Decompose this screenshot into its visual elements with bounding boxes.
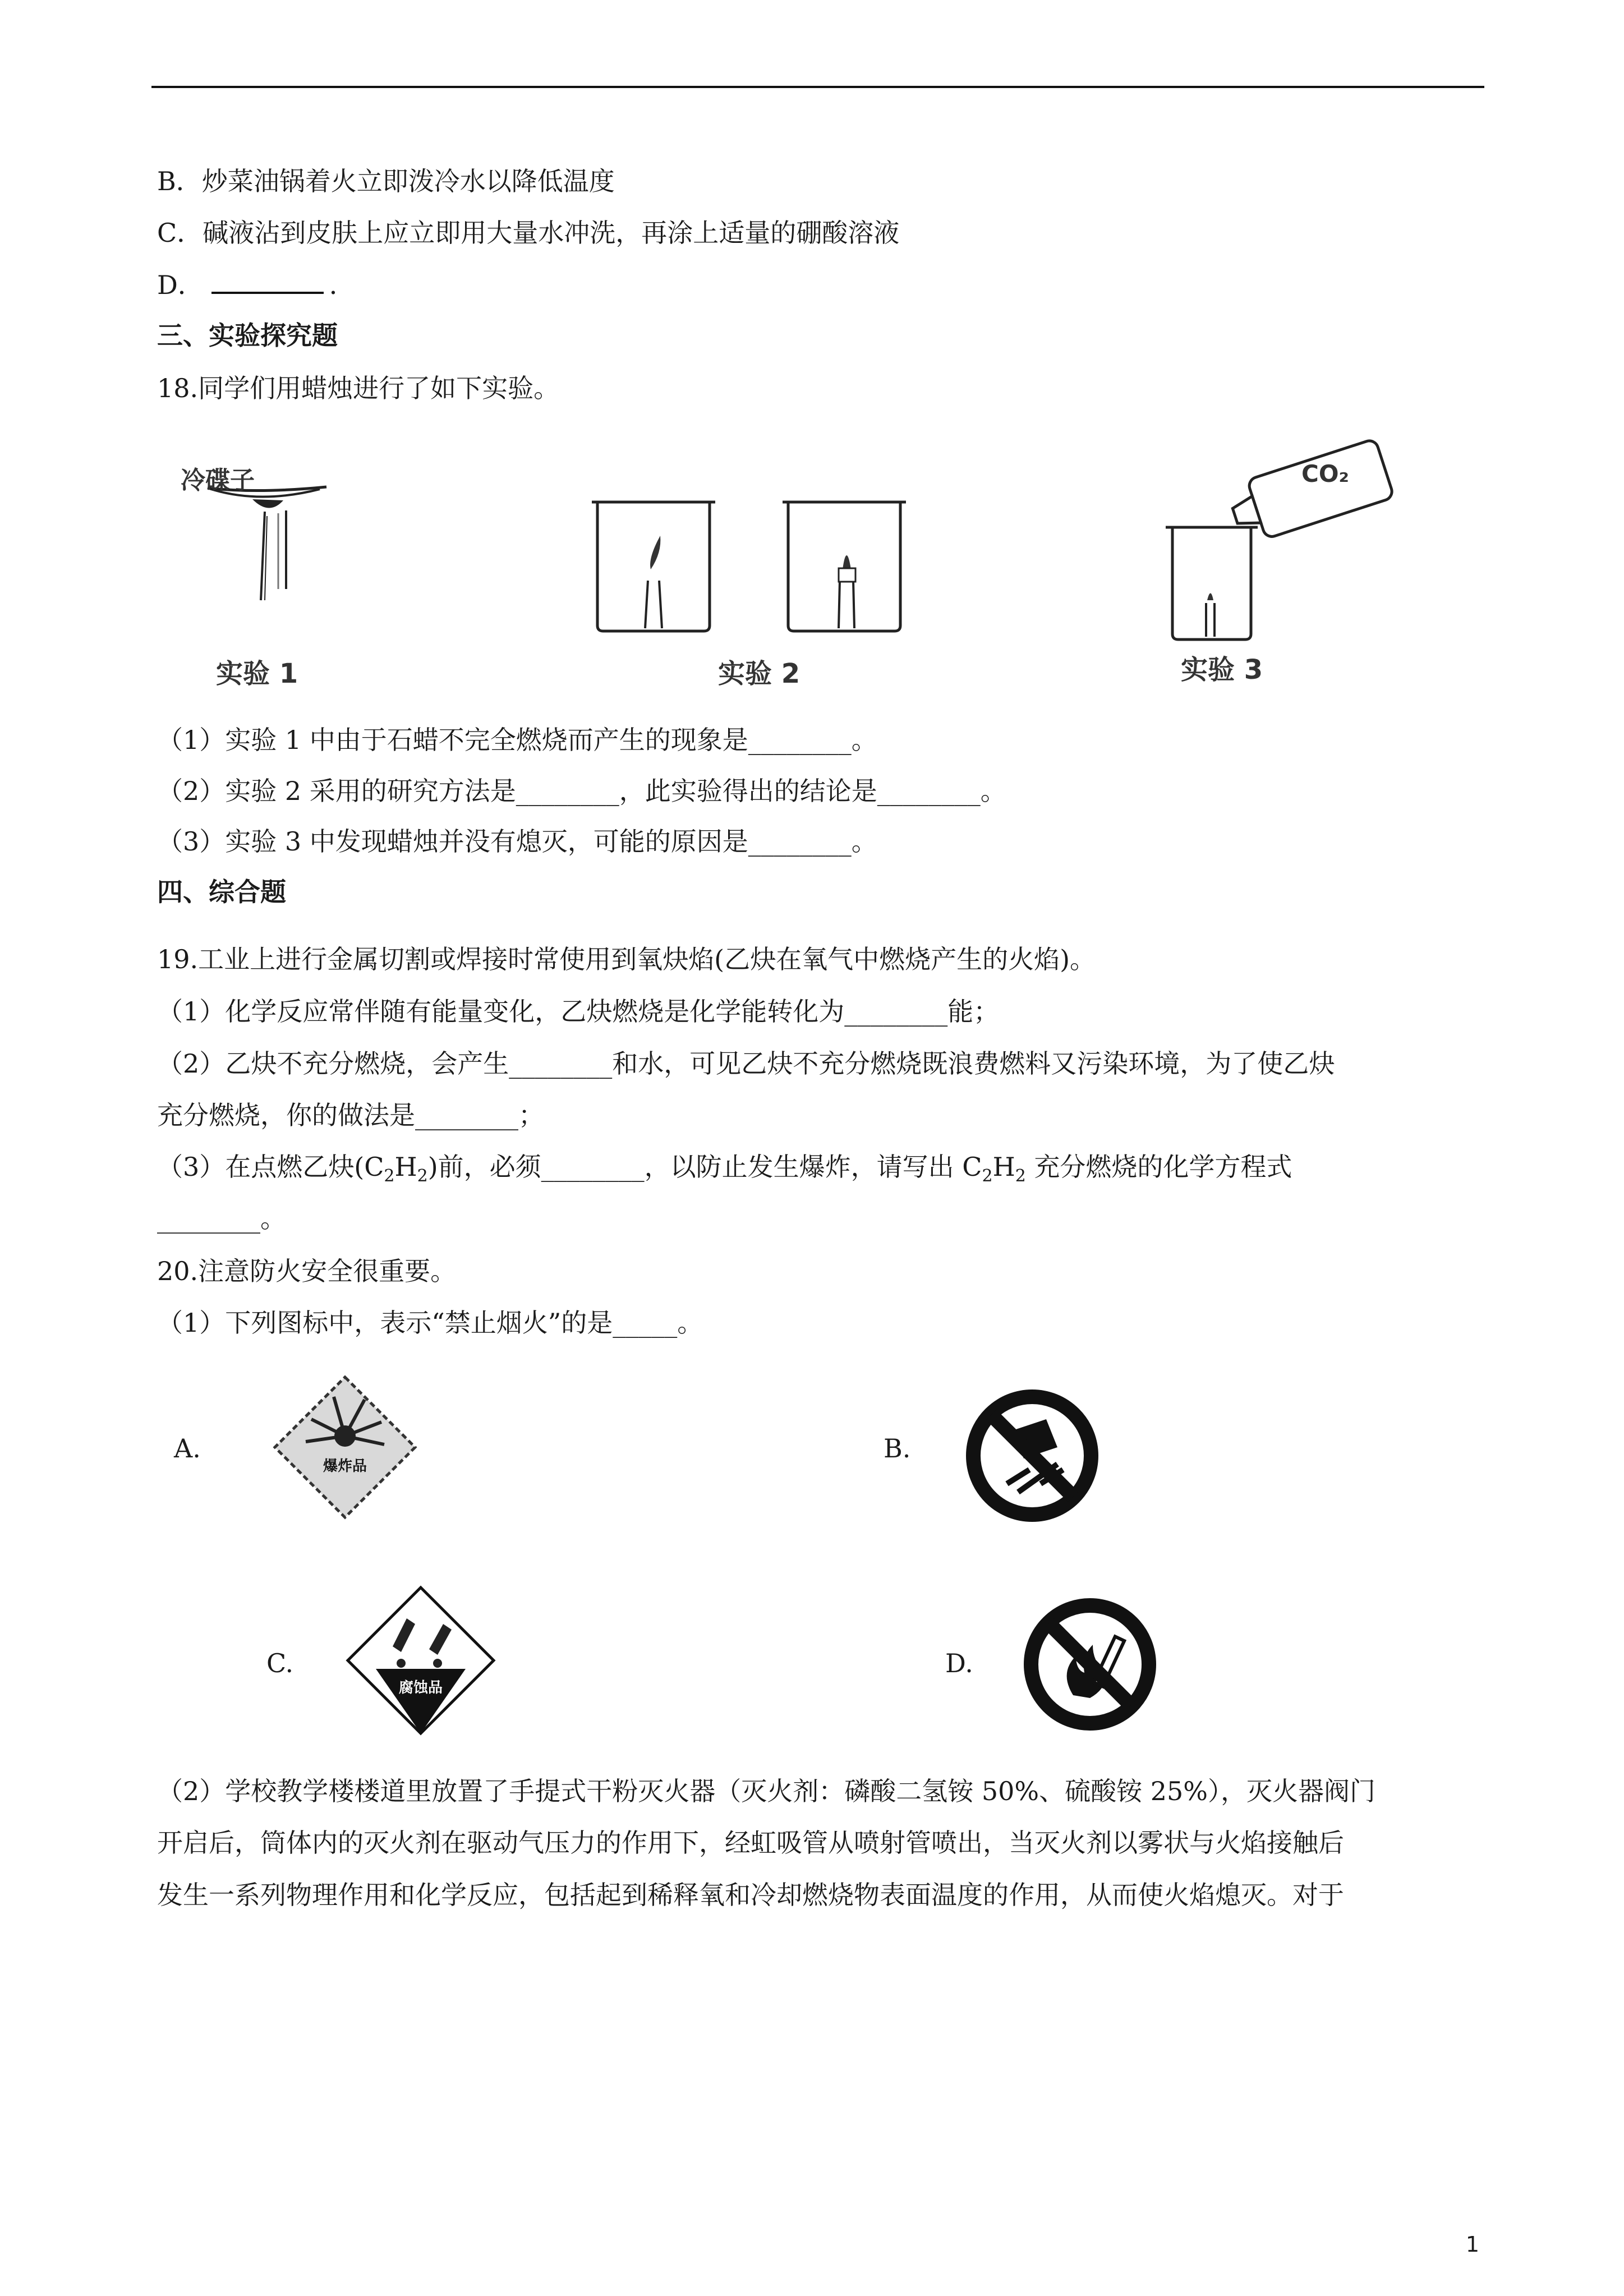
q20-sub2-line3: 发生一系列物理作用和化学反应，包括起到稀释氧和冷却燃烧物表面温度的作用，从而使火焰熄灭。对于 xyxy=(157,1880,1344,1910)
q18-sub1: （1）实验 1 中由于石蜡不完全燃烧而产生的现象是________。 xyxy=(157,725,877,755)
q20-option-b-label: B. xyxy=(884,1433,911,1464)
q19-sub3-text-b: H xyxy=(394,1152,417,1182)
q20-sub1: （1）下列图标中，表示“禁止烟火”的是_____。 xyxy=(157,1308,703,1338)
q19-stem: 19.工业上进行金属切割或焊接时常使用到氧炔焰(乙炔在氧气中燃烧产生的火焰)。 xyxy=(157,944,1096,974)
q19-sub3-text-c: )前，必须________，以防止发生爆炸，请写出 C xyxy=(427,1152,982,1182)
q20-option-a-label: A. xyxy=(174,1433,201,1464)
q19-sub2-line1: （2）乙炔不充分燃烧，会产生________和水，可见乙炔不充分燃烧既浪费燃料又污染环境，为了使乙炔 xyxy=(157,1048,1335,1079)
q19-sub3-subscript-c: 2 xyxy=(982,1166,993,1186)
q17-option-c: C．碱液沾到皮肤上应立即用大量水冲洗，再涂上适量的硼酸溶液 xyxy=(157,218,900,248)
no-combustibles-sign-icon xyxy=(962,1386,1102,1526)
no-smoking-fire-sign-icon xyxy=(1020,1594,1160,1734)
q19-sub3-subscript-a: 2 xyxy=(384,1166,395,1186)
experiment-3-caption: 实验 3 xyxy=(1181,654,1263,685)
co2-label: CO₂ xyxy=(1301,460,1349,487)
corrosive-sign-text: 腐蚀品 xyxy=(398,1680,443,1696)
q20-option-c-label: C. xyxy=(266,1648,294,1678)
cold-plate-label: 冷碟子 xyxy=(181,466,255,495)
q20-option-d-label: D. xyxy=(945,1648,973,1678)
q18-sub2: （2）实验 2 采用的研究方法是________，此实验得出的结论是________。 xyxy=(157,776,1006,806)
section-3-heading: 三、实验探究题 xyxy=(157,320,338,351)
q19-sub3-subscript-d: 2 xyxy=(1015,1166,1026,1186)
q17-option-b: B．炒菜油锅着火立即泼冷水以降低温度 xyxy=(157,166,615,196)
explosive-sign-text: 爆炸品 xyxy=(323,1458,367,1475)
experiment-1-caption: 实验 1 xyxy=(216,658,298,689)
q19-sub3-text-e: 充分燃烧的化学方程式 xyxy=(1025,1152,1292,1182)
explosive-warning-sign-icon xyxy=(272,1374,418,1520)
experiment-3-illustration xyxy=(1161,432,1397,645)
q18-sub3: （3）实验 3 中发现蜡烛并没有熄灭，可能的原因是________。 xyxy=(157,826,877,857)
q19-sub2-line2: 充分燃烧，你的做法是________； xyxy=(157,1100,544,1130)
q18-stem: 18.同学们用蜡烛进行了如下实验。 xyxy=(157,373,560,403)
q19-sub3-line2: ________。 xyxy=(157,1203,286,1234)
q19-sub3-text-a: （3）在点燃乙炔(C xyxy=(157,1152,384,1182)
corrosive-warning-sign-icon xyxy=(345,1585,496,1736)
q20-sub2-line1: （2）学校教学楼楼道里放置了手提式干粉灭火器（灭火剂：磷酸二氢铵 50%、硫酸铵 25%），灭火器阀门 xyxy=(157,1776,1375,1806)
experiment-2-caption: 实验 2 xyxy=(718,658,801,689)
header-rule xyxy=(151,86,1484,88)
q17-option-d-prefix: D． xyxy=(157,270,204,300)
q17-answer-blank xyxy=(211,269,324,294)
q17-option-d xyxy=(157,268,355,302)
q20-sub2-line2: 开启后，筒体内的灭火剂在驱动气压力的作用下，经虹吸管从喷射管喷出，当灭火剂以雾状与火焰接触后 xyxy=(157,1828,1344,1858)
experiment-2-illustration xyxy=(592,491,906,637)
q17-option-d-suffix: ． xyxy=(329,270,355,300)
q19-sub3-text-d: H xyxy=(992,1152,1015,1182)
page-number: 1 xyxy=(1465,2232,1479,2257)
q19-sub3-subscript-b: 2 xyxy=(417,1166,428,1186)
q19-sub3-line1 xyxy=(157,1150,1292,1193)
q20-stem: 20.注意防火安全很重要。 xyxy=(157,1256,457,1286)
q19-sub1: （1）化学反应常伴随有能量变化，乙炔燃烧是化学能转化为________能； xyxy=(157,996,1000,1027)
section-4-heading: 四、综合题 xyxy=(157,877,286,907)
